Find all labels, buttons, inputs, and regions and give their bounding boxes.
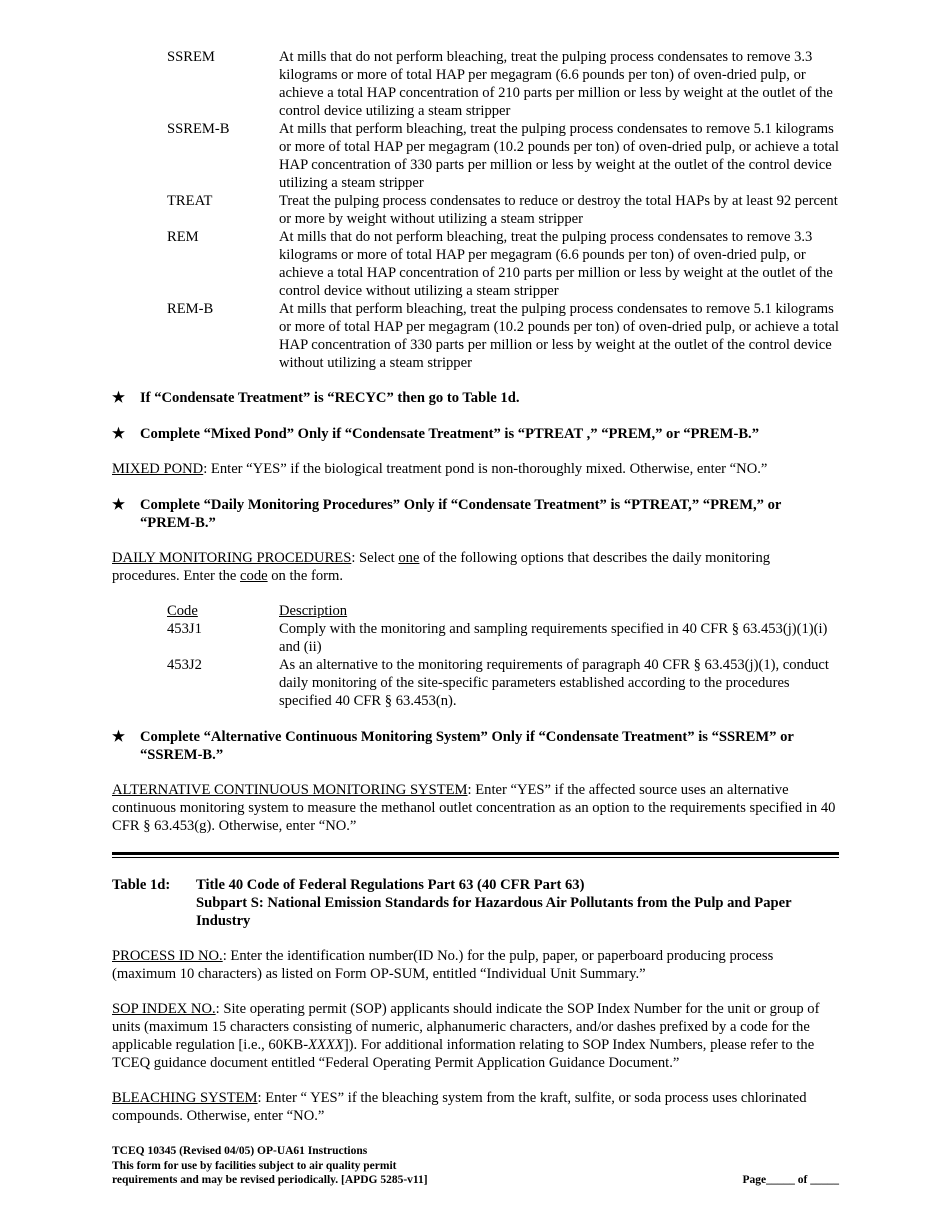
text-run: : Site operating permit (SOP) applicants should indicate the SOP Index Number for the unit or group of units (maximum 15 characters consisting of numeric, alphanumeric characters, and/or dashes prefixed by a code for the applicable regulation [i.e., 60KB- <box>112 1001 820 1053</box>
bleaching-system-text: : Enter “ YES” if the bleaching system from the kraft, sulfite, or soda process uses chlorinated compounds. Otherwise, enter “NO.” <box>112 1090 807 1124</box>
table-row <box>167 48 839 120</box>
bleaching-system-label: BLEACHING SYSTEM <box>112 1090 258 1106</box>
footer-note-line1: This form for use by facilities subject to air quality permit <box>112 1159 397 1172</box>
sop-index-label: SOP INDEX NO. <box>112 1001 216 1017</box>
column-header-code: Code <box>167 603 198 619</box>
code-cell: 453J2 <box>167 657 202 673</box>
text-run: : Select <box>351 550 399 566</box>
code-cell: REM <box>167 229 199 245</box>
bleaching-system-paragraph <box>112 1089 839 1125</box>
process-id-label: PROCESS ID NO. <box>112 948 223 964</box>
instruction-mixed-pond <box>112 425 839 443</box>
description-cell: At mills that do not perform bleaching, treat the pulping process condensates to remove 3.3 kilograms or more of total HAP per megagram (6.6 pounds per ton) of oven-dried pulp, or achieve a total HAP concentration of 210 parts per million or less by weight at the outlet of the control device without utilizing a steam stripper <box>279 229 833 299</box>
instruction-text: Complete “Alternative Continuous Monitoring System” Only if “Condensate Treatment” is “SSREM” or “SSREM-B.” <box>140 729 794 763</box>
table-1d-title-line1: Title 40 Code of Federal Regulations Part 63 (40 CFR Part 63) <box>196 877 585 893</box>
emphasis-one: one <box>398 550 420 566</box>
instruction-text: If “Condensate Treatment” is “RECYC” then go to Table 1d. <box>140 390 520 406</box>
alt-cms-paragraph <box>112 781 839 835</box>
placeholder-xxxx: XXXX <box>308 1037 344 1053</box>
instruction-daily-monitoring <box>112 496 839 532</box>
process-id-text: : Enter the identification number(ID No.) for the pulp, paper, or paperboard producing process (maximum 10 characters) as listed on Form OP-SUM, entitled “Individual Unit Summary.” <box>112 948 774 982</box>
instruction-text: Complete “Mixed Pond” Only if “Condensate Treatment” is “PTREAT ,” “PREM,” or “PREM-B.” <box>140 426 760 442</box>
daily-monitoring-codes-table <box>167 602 839 710</box>
page-footer <box>112 1144 839 1188</box>
table-1d-label: Table 1d: <box>112 877 171 893</box>
description-cell: As an alternative to the monitoring requirements of paragraph 40 CFR § 63.453(j)(1), conduct daily monitoring of the site-specific parameters established according to the procedures specified 40 CFR § 63.453(n). <box>279 657 829 709</box>
table-row <box>167 120 839 192</box>
table-row <box>167 300 839 372</box>
code-cell: REM-B <box>167 301 214 317</box>
code-cell: SSREM <box>167 49 215 65</box>
alt-cms-text: : Enter “YES” if the affected source uses an alternative continuous monitoring system to measure the methanol outlet concentration as an option to the requirements specified in 40 CFR § 63.453(g). Otherwise, enter “NO.” <box>112 782 836 834</box>
column-header-description: Description <box>279 603 348 619</box>
description-cell: Treat the pulping process condensates to reduce or destroy the total HAPs by at least 92 percent or more by weight without utilizing a steam stripper <box>279 193 838 227</box>
emphasis-code: code <box>240 568 268 584</box>
daily-monitoring-paragraph <box>112 549 839 585</box>
table-row <box>167 192 839 228</box>
footer-form-id: TCEQ 10345 (Revised 04/05) OP-UA61 Instructions <box>112 1145 368 1157</box>
star-icon: ★ <box>112 497 126 513</box>
mixed-pond-paragraph <box>112 460 839 478</box>
table-row <box>167 620 839 656</box>
description-cell: At mills that do not perform bleaching, treat the pulping process condensates to remove 3.3 kilograms or more of total HAP per megagram (6.6 pounds per ton) of oven-dried pulp, or achieve a total HAP concentration of 210 parts per million or less by weight at the outlet of the control device utilizing a steam stripper <box>279 49 833 119</box>
alt-cms-label: ALTERNATIVE CONTINUOUS MONITORING SYSTEM <box>112 782 468 798</box>
table-row <box>167 656 839 710</box>
mixed-pond-text: : Enter “YES” if the biological treatment pond is non-thoroughly mixed. Otherwise, enter “NO.” <box>203 461 768 477</box>
sop-index-paragraph <box>112 1000 839 1072</box>
process-id-paragraph <box>112 947 839 983</box>
table-1d-title-line2: Subpart S: National Emission Standards for Hazardous Air Pollutants from the Pulp and Paper Industry <box>196 895 792 929</box>
code-cell: 453J1 <box>167 621 202 637</box>
table-1d-title <box>196 876 839 930</box>
instruction-text: Complete “Daily Monitoring Procedures” Only if “Condensate Treatment” is “PTREAT,” “PREM,” or “PREM-B.” <box>140 497 782 531</box>
page-number: Page_____ of _____ <box>742 1174 839 1186</box>
daily-monitoring-label: DAILY MONITORING PROCEDURES <box>112 550 352 566</box>
star-icon: ★ <box>112 426 126 442</box>
mixed-pond-label: MIXED POND <box>112 461 204 477</box>
table-header-row <box>167 602 839 620</box>
document-page <box>112 48 839 1125</box>
code-cell: TREAT <box>167 193 213 209</box>
description-cell: At mills that perform bleaching, treat the pulping process condensates to remove 5.1 kilograms or more of total HAP per megagram (10.2 pounds per ton) of oven-dried pulp, or achieve a total HAP concentration of 330 parts per million or less by weight at the outlet of the control device without utilizing a steam stripper <box>279 301 839 371</box>
condensate-treatment-codes-table <box>167 48 839 372</box>
text-run: ]). For additional information relating to SOP Index Numbers, please refer to the TCEQ guidance document entitled “Federal Operating Permit Application Guidance Document.” <box>112 1037 815 1071</box>
instruction-recyc <box>112 389 839 407</box>
star-icon: ★ <box>112 729 126 745</box>
instruction-alt-cms <box>112 728 839 764</box>
table-1d-heading <box>112 876 839 930</box>
description-cell: Comply with the monitoring and sampling requirements specified in 40 CFR § 63.453(j)(1)(i) and (ii) <box>279 621 828 655</box>
text-run: of the following options that describes the daily monitoring procedures. Enter the <box>112 550 771 584</box>
footer-note-line2: requirements and may be revised periodically. [APDG 5285-v11] <box>112 1174 428 1186</box>
section-divider <box>112 852 839 858</box>
description-cell: At mills that perform bleaching, treat the pulping process condensates to remove 5.1 kilograms or more of total HAP per megagram (10.2 pounds per ton) of oven-dried pulp, or achieve a total HAP concentration of 330 parts per million or less by weight at the outlet of the control device utilizing a steam stripper <box>279 121 839 191</box>
text-run: on the form. <box>267 568 343 584</box>
star-icon: ★ <box>112 390 126 406</box>
code-cell: SSREM-B <box>167 121 230 137</box>
table-row <box>167 228 839 300</box>
